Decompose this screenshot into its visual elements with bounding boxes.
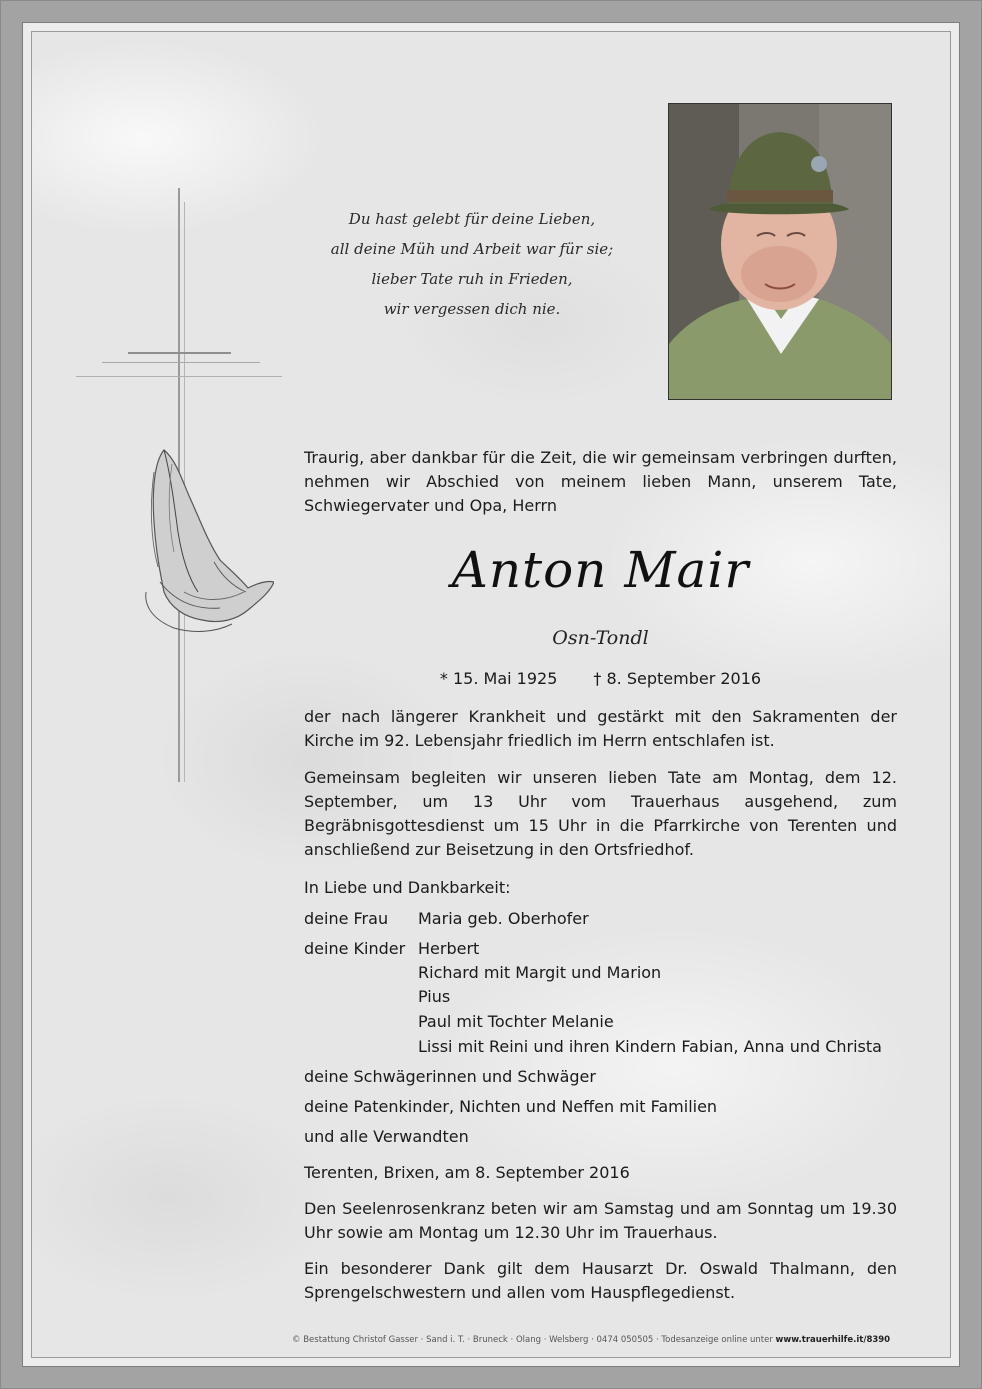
intro-text: Traurig, aber dankbar für die Zeit, die wir gemeinsam verbringen durften, nehmen wir Abschied von meinem lieben Mann, unserem Tate, Schwiegervater und Opa, Herrn (304, 448, 897, 515)
praying-hands-icon (124, 442, 274, 637)
portrait-image (669, 104, 891, 399)
poem-line: all deine Müh und Arbeit war für sie; (330, 240, 614, 258)
mourner-row (304, 937, 479, 961)
funeral-text: Gemeinsam begleiten wir unseren lieben Tate am Montag, dem 12. September, um 13 Uhr vom Trauerhaus ausgehend, zum Begräbnisgottesdienst um 15 Uhr in die Pfarrkirche von Terenten und anschließend zur Beisetzung in den Ortsfriedhof. (304, 768, 897, 859)
mourner-label: deine Frau (304, 909, 389, 928)
cross-line (76, 376, 282, 377)
obituary-card (22, 22, 960, 1367)
portrait-photo (668, 103, 892, 400)
child-entry: Pius (418, 987, 451, 1006)
thanks-text: Ein besonderer Dank gilt dem Hausarzt Dr. Oswald Thalmann, den Sprengelschwestern und allen vom Hauspflegedienst. (304, 1259, 897, 1302)
mourner-names: Maria geb. Oberhofer (418, 909, 589, 928)
child-entry: Herbert (418, 939, 480, 958)
footer-text: © Bestattung Christof Gasser · Sand i. T. · Bruneck · Olang · Welsberg · 0474 050505 · Todesanzeige online unter (292, 1335, 773, 1345)
child-entry: Lissi mit Reini und ihren Kindern Fabian, Anna und Christa (418, 1037, 882, 1056)
mourner-line: und alle Verwandten (304, 1127, 469, 1146)
footer (292, 1334, 891, 1346)
poem-line: Du hast gelebt für deine Lieben, (348, 210, 596, 228)
life-dates (304, 667, 897, 691)
child-entry: Paul mit Tochter Melanie (418, 1012, 614, 1031)
child-entry: Richard mit Margit und Marion (418, 963, 662, 982)
death-date: † 8. September 2016 (593, 669, 762, 688)
cross-bar (128, 352, 231, 354)
rosary-text: Den Seelenrosenkranz beten wir am Samstag und am Sonntag um 19.30 Uhr sowie am Montag um 12.30 Uhr im Trauerhaus. (304, 1199, 897, 1242)
poem-line: lieber Tate ruh in Frieden, (371, 270, 573, 288)
mourner-label: deine Kinder (304, 939, 406, 958)
marble-background (31, 31, 951, 1358)
mourners-heading: In Liebe und Dankbarkeit: (304, 878, 511, 897)
nickname: Osn-Tondl (552, 627, 649, 649)
place-date: Terenten, Brixen, am 8. September 2016 (304, 1163, 630, 1182)
mourner-line: deine Patenkinder, Nichten und Neffen mit Familien (304, 1097, 718, 1116)
cross-line (102, 362, 260, 363)
poem-line: wir vergessen dich nie. (383, 300, 561, 318)
footer-url[interactable]: www.trauerhilfe.it/8390 (775, 1335, 891, 1345)
mourner-row (304, 907, 589, 931)
poem (302, 204, 642, 324)
passing-text: der nach längerer Krankheit und gestärkt mit den Sakramenten der Kirche im 92. Lebensjahr friedlich im Herrn entschlafen ist. (304, 707, 897, 750)
birth-date: * 15. Mai 1925 (439, 669, 558, 688)
mourner-line: deine Schwägerinnen und Schwäger (304, 1067, 596, 1086)
deceased-name: Anton Mair (451, 541, 750, 599)
